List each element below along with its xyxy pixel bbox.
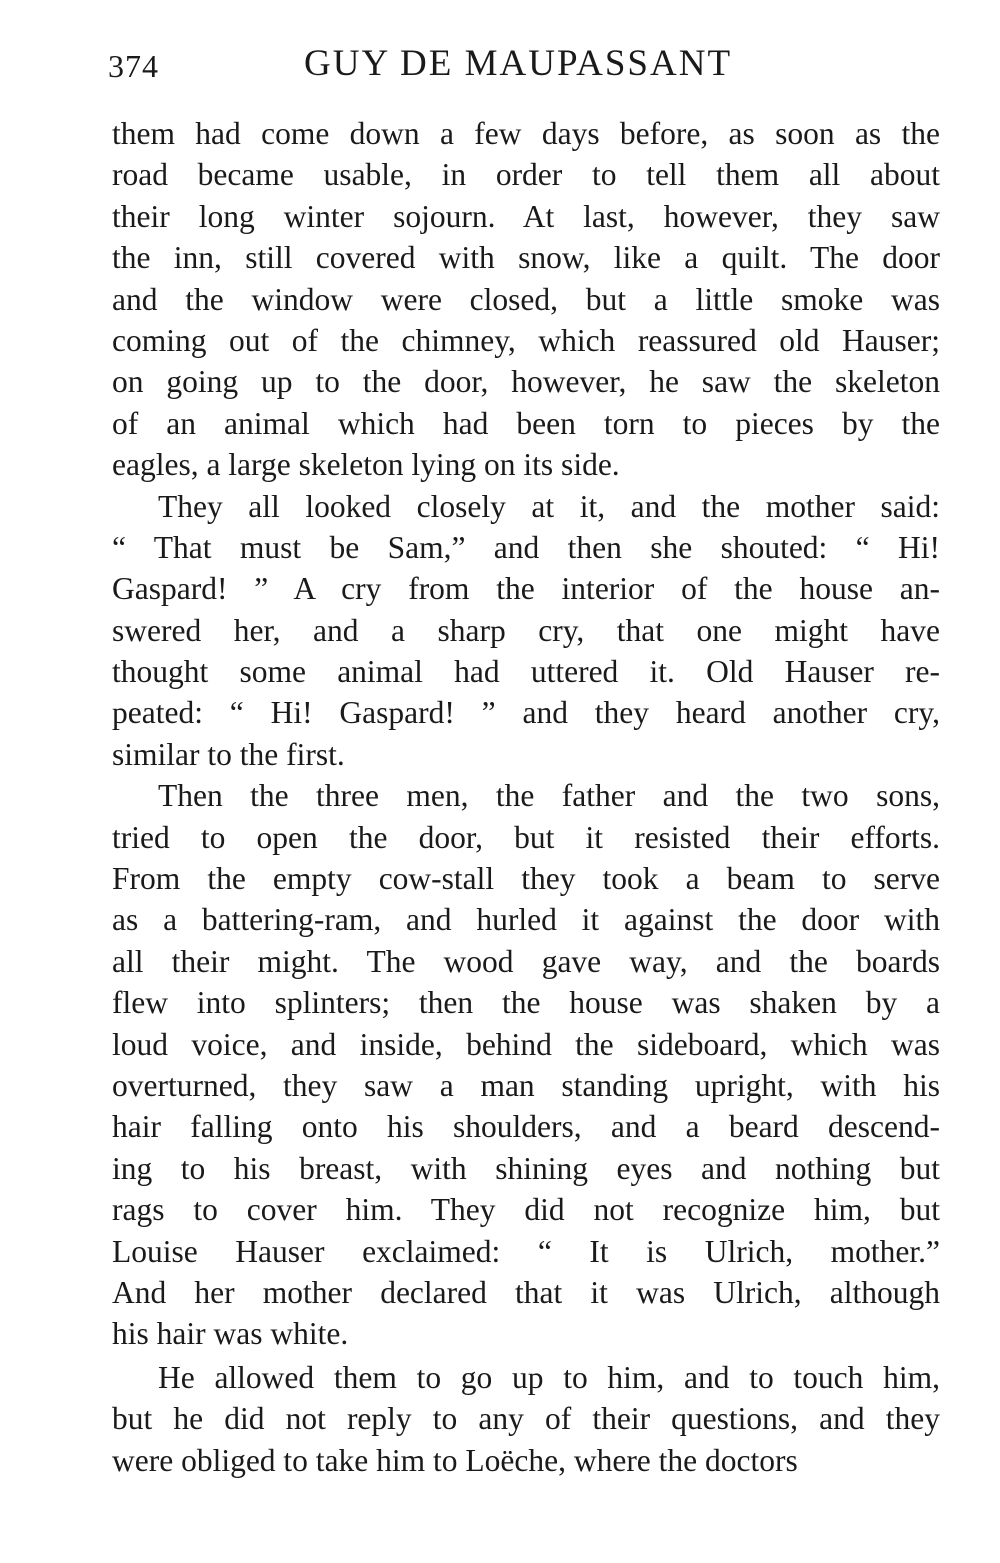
text-line: ing to his breast, with shining eyes and nothing but — [112, 1150, 940, 1186]
text-line: eagles, a large skeleton lying on its side. — [112, 447, 620, 483]
text-line: were obliged to take him to Loëche, where the doctors — [112, 1442, 798, 1478]
text-line: Louise Hauser exclaimed: “ It is Ulrich, mother.” — [112, 1233, 940, 1269]
text-line: loud voice, and inside, behind the sideboard, which was — [112, 1026, 940, 1062]
text-line: And her mother declared that it was Ulrich, although — [112, 1274, 940, 1310]
text-line: “ That must be Sam,” and then she shouted: “ Hi! — [112, 529, 940, 565]
text-line: them had come down a few days before, as soon as the — [112, 116, 940, 151]
page-header — [108, 40, 938, 90]
text-line: their long winter sojourn. At last, however, they saw — [112, 198, 940, 234]
text-line: road became usable, in order to tell them all about — [112, 157, 940, 193]
page-number: 374 — [108, 48, 159, 84]
text-line: overturned, they saw a man standing upright, with his — [112, 1067, 940, 1103]
text-line: hair falling onto his shoulders, and a beard descend- — [112, 1109, 940, 1145]
text-line: as a battering-ram, and hurled it against the door with — [112, 902, 940, 938]
text-line: and the window were closed, but a little smoke was — [112, 281, 940, 317]
text-line: all their might. The wood gave way, and the boards — [112, 943, 940, 979]
body-text — [112, 113, 940, 1481]
text-line: He allowed them to go up to him, and to touch him, — [158, 1359, 940, 1395]
text-line: his hair was white. — [112, 1316, 349, 1352]
text-line: Gaspard! ” A cry from the interior of the house an- — [112, 571, 940, 607]
text-line: of an animal which had been torn to pieces by the — [112, 405, 940, 441]
text-line: From the empty cow-stall they took a beam to serve — [112, 861, 940, 897]
paragraph — [112, 775, 940, 1354]
text-line: coming out of the chimney, which reassured old Hauser; — [112, 322, 940, 358]
text-line: Then the three men, the father and the two sons, — [158, 778, 940, 814]
text-line: They all looked closely at it, and the mother said: — [158, 488, 940, 524]
text-line: tried to open the door, but it resisted their efforts. — [112, 819, 940, 855]
text-line: similar to the first. — [112, 736, 345, 772]
paragraph — [112, 1357, 940, 1481]
paragraph — [112, 486, 940, 776]
text-line: on going up to the door, however, he saw the skeleton — [112, 364, 940, 400]
text-line: thought some animal had uttered it. Old Hauser re- — [112, 654, 940, 690]
paragraph — [112, 113, 940, 486]
text-line: rags to cover him. They did not recognize him, but — [112, 1192, 940, 1228]
text-line: but he did not reply to any of their questions, and they — [112, 1401, 940, 1437]
running-head: GUY DE MAUPASSANT — [304, 43, 733, 84]
text-line: the inn, still covered with snow, like a quilt. The door — [112, 240, 940, 276]
text-line: flew into splinters; then the house was shaken by a — [112, 985, 940, 1021]
text-line: swered her, and a sharp cry, that one might have — [112, 612, 940, 648]
text-line: peated: “ Hi! Gaspard! ” and they heard another cry, — [112, 695, 940, 731]
